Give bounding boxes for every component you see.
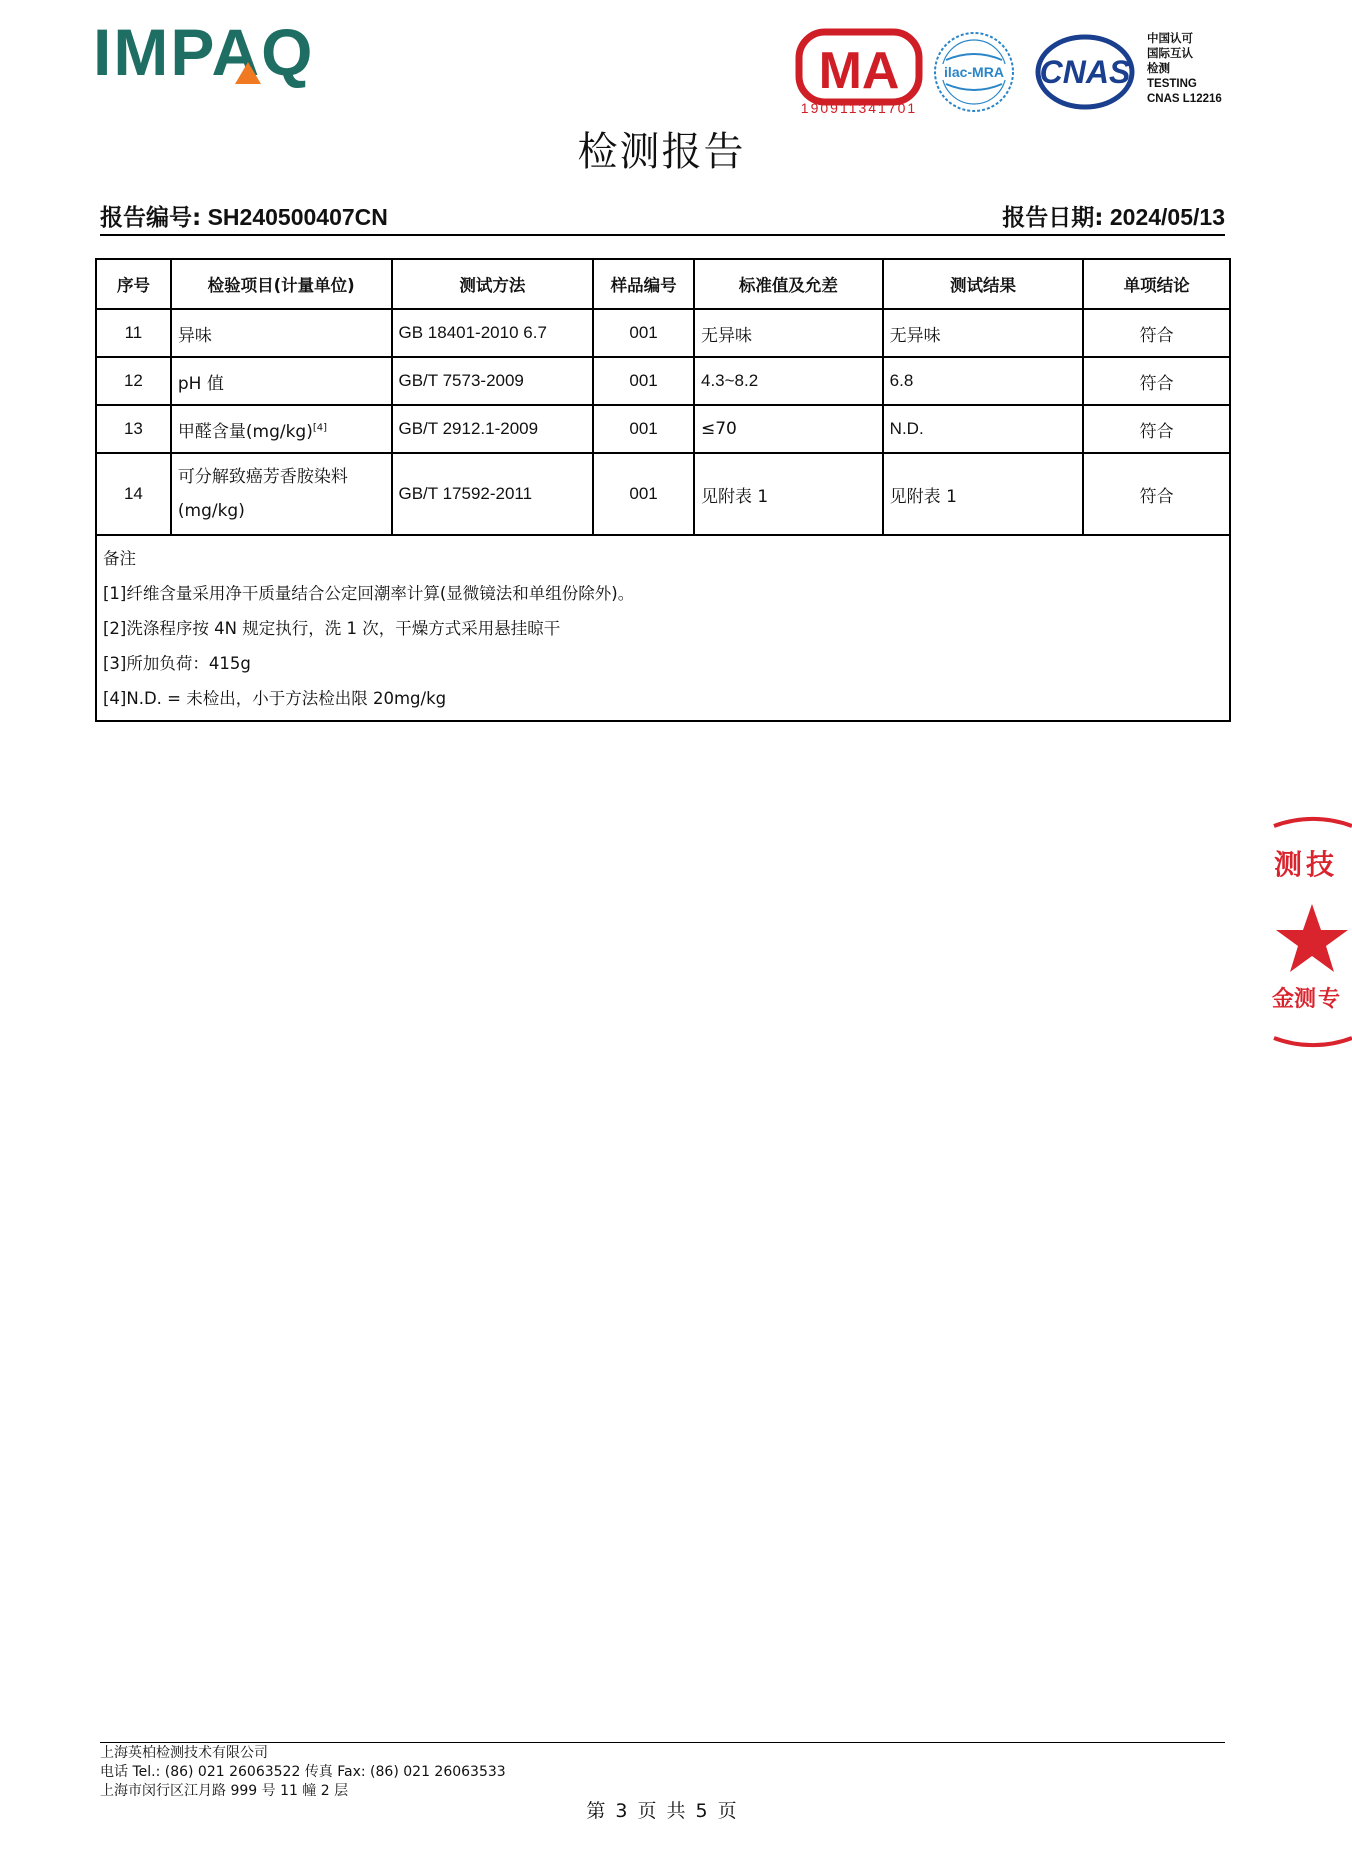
cell-sample: 001 bbox=[593, 357, 694, 405]
cnas-logo bbox=[1035, 34, 1135, 110]
test-results-table bbox=[95, 258, 1231, 722]
company-seal-stamp bbox=[1272, 822, 1352, 1042]
seal-star-icon bbox=[1276, 904, 1348, 972]
table-row bbox=[96, 357, 1230, 405]
report-number-value: SH240500407CN bbox=[207, 204, 388, 230]
logo-text: IMPAQ bbox=[93, 15, 315, 89]
cell-sample: 001 bbox=[593, 309, 694, 357]
cell-item: 异味 bbox=[171, 309, 392, 357]
cell-no: 11 bbox=[96, 309, 171, 357]
report-date-label: 报告日期: bbox=[1002, 205, 1104, 231]
column-header: 测试方法 bbox=[392, 259, 594, 309]
cell-result: 6.8 bbox=[883, 357, 1084, 405]
seal-char: 金 bbox=[1272, 987, 1295, 1012]
cell-item: pH 值 bbox=[171, 357, 392, 405]
cell-item-line: 可分解致癌芳香胺染料 bbox=[177, 467, 348, 487]
report-meta bbox=[100, 198, 1225, 236]
table-row bbox=[96, 309, 1230, 357]
cell-method: GB/T 2912.1-2009 bbox=[392, 405, 594, 453]
cnas-text-line: 中国认可 bbox=[1147, 33, 1193, 45]
cell-standard: 见附表 1 bbox=[694, 453, 883, 535]
page-number: 第 3 页 共 5 页 bbox=[586, 1800, 737, 1822]
cell-item bbox=[171, 453, 392, 535]
table-row bbox=[96, 405, 1230, 453]
column-header: 标准值及允差 bbox=[694, 259, 883, 309]
column-header: 检验项目(计量单位) bbox=[171, 259, 392, 309]
report-number bbox=[100, 199, 388, 232]
footer-company: 上海英柏检测技术有限公司 bbox=[100, 1745, 268, 1761]
ilac-label: ilac-MRA bbox=[944, 64, 1004, 80]
cell-result: N.D. bbox=[883, 405, 1084, 453]
notes-cell bbox=[96, 535, 1230, 721]
cell-no: 12 bbox=[96, 357, 171, 405]
note-item: [2]洗涤程序按 4N 规定执行，洗 1 次，干燥方式采用悬挂晾干 bbox=[103, 619, 561, 638]
column-header: 样品编号 bbox=[593, 259, 694, 309]
cell-item-text: 甲醛含量(mg/kg) bbox=[177, 421, 313, 442]
cnas-label: CNAS bbox=[1039, 54, 1131, 90]
footer-address: 上海市闵行区江月路 999 号 11 幢 2 层 bbox=[100, 1783, 349, 1799]
company-logo bbox=[93, 15, 315, 89]
report-date-value: 2024/05/13 bbox=[1109, 204, 1225, 230]
cell-method: GB/T 7573-2009 bbox=[392, 357, 594, 405]
cell-standard: 4.3~8.2 bbox=[694, 357, 883, 405]
footer-contact bbox=[100, 1744, 506, 1801]
seal-char: 技 bbox=[1306, 848, 1335, 881]
cell-standard: ≤70 bbox=[694, 405, 883, 453]
footer-phone: 电话 Tel.: (86) 021 26063522 传真 Fax: (86) 021 26063533 bbox=[100, 1764, 506, 1780]
cnas-text-line: TESTING bbox=[1147, 78, 1197, 90]
column-header: 序号 bbox=[96, 259, 171, 309]
footnote-ref: [4] bbox=[312, 421, 328, 433]
cell-result: 无异味 bbox=[883, 309, 1084, 357]
ilac-mra-logo bbox=[932, 30, 1016, 114]
cell-item bbox=[171, 405, 392, 453]
footer-divider bbox=[100, 1742, 1225, 1743]
column-header: 测试结果 bbox=[883, 259, 1084, 309]
cell-sample: 001 bbox=[593, 453, 694, 535]
note-item: [3]所加负荷：415g bbox=[103, 654, 251, 673]
cnas-text-line: CNAS L12216 bbox=[1147, 93, 1222, 105]
table-row bbox=[96, 453, 1230, 535]
cell-no: 14 bbox=[96, 453, 171, 535]
table-header-row bbox=[96, 259, 1230, 309]
cell-result: 见附表 1 bbox=[883, 453, 1084, 535]
column-header: 单项结论 bbox=[1083, 259, 1230, 309]
cnas-text-line: 检测 bbox=[1147, 63, 1170, 75]
cma-label: MA bbox=[818, 42, 900, 100]
cma-number: 190911341701 bbox=[800, 100, 918, 116]
cell-conclusion: 符合 bbox=[1083, 405, 1230, 453]
cell-item-line: (mg/kg) bbox=[177, 501, 245, 521]
document-title: 检测报告 bbox=[577, 129, 746, 175]
cell-sample: 001 bbox=[593, 405, 694, 453]
cell-conclusion: 符合 bbox=[1083, 453, 1230, 535]
notes-title: 备注 bbox=[103, 549, 136, 568]
cell-method: GB 18401-2010 6.7 bbox=[392, 309, 594, 357]
cell-method: GB/T 17592-2011 bbox=[392, 453, 594, 535]
cell-conclusion: 符合 bbox=[1083, 357, 1230, 405]
seal-char: 专 bbox=[1318, 987, 1341, 1012]
note-item: [4]N.D. = 未检出，小于方法检出限 20mg/kg bbox=[103, 689, 447, 708]
notes-row bbox=[96, 535, 1230, 721]
cnas-text-line: 国际互认 bbox=[1147, 48, 1193, 60]
seal-char: 测 bbox=[1274, 848, 1303, 881]
logo-accent-shape bbox=[235, 62, 261, 84]
cell-no: 13 bbox=[96, 405, 171, 453]
cell-conclusion: 符合 bbox=[1083, 309, 1230, 357]
cnas-accreditation-text bbox=[1147, 32, 1222, 107]
cell-standard: 无异味 bbox=[694, 309, 883, 357]
seal-char: 测 bbox=[1294, 987, 1317, 1012]
note-item: [1]纤维含量采用净干质量结合公定回潮率计算(显微镜法和单组份除外)。 bbox=[103, 584, 635, 603]
report-date bbox=[1002, 199, 1225, 232]
report-number-label: 报告编号: bbox=[100, 205, 202, 231]
